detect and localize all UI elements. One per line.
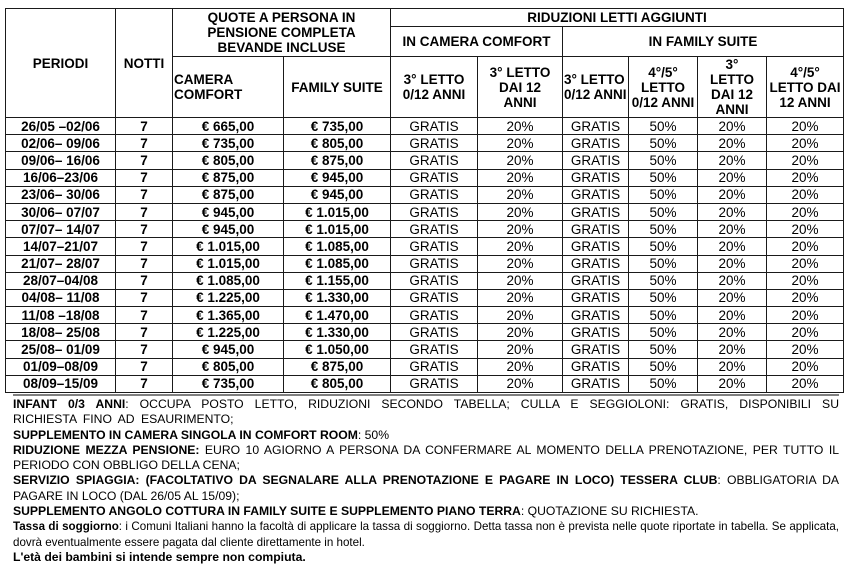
- cell-fs-3-letto-0-12: GRATIS: [563, 272, 629, 289]
- cell-notti: 7: [116, 203, 173, 220]
- cell-notti: 7: [116, 358, 173, 375]
- cell-fs-45-letto-dai-12: 20%: [767, 203, 844, 220]
- cell-fs-3-letto-0-12: GRATIS: [563, 221, 629, 238]
- cell-cc-3-letto-dai-12: 20%: [478, 238, 563, 255]
- cell-cc-3-letto-0-12: GRATIS: [391, 358, 478, 375]
- cell-family-suite-price: € 735,00: [284, 118, 391, 135]
- cell-fs-45-letto-0-12: 50%: [629, 375, 698, 392]
- cell-periodo: 11/08 –18/08: [6, 307, 116, 324]
- cell-cc-3-letto-dai-12: 20%: [478, 358, 563, 375]
- cell-fs-45-letto-dai-12: 20%: [767, 169, 844, 186]
- cell-family-suite-price: € 805,00: [284, 135, 391, 152]
- cell-fs-3-letto-0-12: GRATIS: [563, 186, 629, 203]
- note-infant-text: : OCCUPA POSTO LETTO, RIDUZIONI SECONDO TABELLA; CULLA E SEGGIOLONI: GRATIS, DISPONIBILI SU RICHIESTA FINO AD ESAURIMENTO;: [13, 397, 839, 427]
- cell-cc-3-letto-0-12: GRATIS: [391, 118, 478, 135]
- cell-periodo: 16/06–23/06: [6, 169, 116, 186]
- cell-fs-45-letto-0-12: 50%: [629, 135, 698, 152]
- cell-cc-3-letto-dai-12: 20%: [478, 203, 563, 220]
- cell-fs-45-letto-0-12: 50%: [629, 238, 698, 255]
- note-singola: [13, 428, 839, 443]
- note-tassa-label: Tassa di soggiorno: [13, 520, 119, 534]
- header-fs-45-letto-0-12: 4°/5° LETTO 0/12 ANNI: [629, 57, 698, 118]
- cell-cc-3-letto-0-12: GRATIS: [391, 255, 478, 272]
- cell-periodo: 25/08– 01/09: [6, 341, 116, 358]
- cell-camera-comfort-price: € 1.225,00: [173, 324, 284, 341]
- cell-fs-45-letto-dai-12: 20%: [767, 324, 844, 341]
- price-table: [5, 8, 844, 393]
- table-row: [6, 152, 844, 169]
- table-row: [6, 358, 844, 375]
- cell-family-suite-price: € 1.050,00: [284, 341, 391, 358]
- cell-fs-45-letto-0-12: 50%: [629, 307, 698, 324]
- cell-camera-comfort-price: € 875,00: [173, 186, 284, 203]
- cell-periodo: 01/09–08/09: [6, 358, 116, 375]
- cell-cc-3-letto-0-12: GRATIS: [391, 135, 478, 152]
- cell-fs-45-letto-dai-12: 20%: [767, 289, 844, 306]
- cell-cc-3-letto-0-12: GRATIS: [391, 238, 478, 255]
- cell-fs-3-letto-dai-12: 20%: [698, 289, 767, 306]
- cell-family-suite-price: € 1.085,00: [284, 238, 391, 255]
- cell-fs-45-letto-dai-12: 20%: [767, 221, 844, 238]
- note-spiaggia-text: : OBBLIGATORIA DA PAGARE IN LOCO (DAL 26/05 AL 15/09);: [13, 473, 839, 503]
- cell-notti: 7: [116, 186, 173, 203]
- cell-family-suite-price: € 945,00: [284, 186, 391, 203]
- cell-periodo: 04/08– 11/08: [6, 289, 116, 306]
- cell-fs-45-letto-0-12: 50%: [629, 152, 698, 169]
- cell-periodo: 26/05 –02/06: [6, 118, 116, 135]
- cell-notti: 7: [116, 152, 173, 169]
- cell-camera-comfort-price: € 945,00: [173, 203, 284, 220]
- table-row: [6, 375, 844, 392]
- cell-notti: 7: [116, 272, 173, 289]
- cell-fs-45-letto-0-12: 50%: [629, 324, 698, 341]
- cell-cc-3-letto-dai-12: 20%: [478, 221, 563, 238]
- table-row: [6, 307, 844, 324]
- cell-fs-45-letto-dai-12: 20%: [767, 272, 844, 289]
- cell-cc-3-letto-0-12: GRATIS: [391, 221, 478, 238]
- cell-cc-3-letto-dai-12: 20%: [478, 375, 563, 392]
- cell-fs-3-letto-0-12: GRATIS: [563, 341, 629, 358]
- cell-family-suite-price: € 1.470,00: [284, 307, 391, 324]
- cell-fs-3-letto-dai-12: 20%: [698, 186, 767, 203]
- cell-fs-3-letto-dai-12: 20%: [698, 324, 767, 341]
- cell-family-suite-price: € 1.155,00: [284, 272, 391, 289]
- cell-fs-3-letto-dai-12: 20%: [698, 152, 767, 169]
- cell-fs-3-letto-0-12: GRATIS: [563, 169, 629, 186]
- cell-camera-comfort-price: € 805,00: [173, 358, 284, 375]
- cell-fs-45-letto-0-12: 50%: [629, 272, 698, 289]
- note-angolo-cottura: [13, 504, 839, 519]
- cell-cc-3-letto-dai-12: 20%: [478, 272, 563, 289]
- header-in-camera-comfort: IN CAMERA COMFORT: [391, 27, 563, 57]
- cell-periodo: 08/09–15/09: [6, 375, 116, 392]
- cell-fs-3-letto-dai-12: 20%: [698, 135, 767, 152]
- cell-notti: 7: [116, 118, 173, 135]
- cell-cc-3-letto-0-12: GRATIS: [391, 272, 478, 289]
- cell-fs-3-letto-dai-12: 20%: [698, 307, 767, 324]
- note-infant: [13, 397, 839, 428]
- table-row: [6, 341, 844, 358]
- table-row: [6, 203, 844, 220]
- table-row: [6, 289, 844, 306]
- cell-notti: 7: [116, 341, 173, 358]
- cell-fs-3-letto-0-12: GRATIS: [563, 118, 629, 135]
- cell-notti: 7: [116, 375, 173, 392]
- table-row: [6, 221, 844, 238]
- cell-fs-3-letto-dai-12: 20%: [698, 169, 767, 186]
- table-body: [6, 118, 844, 393]
- notes-section: [13, 394, 839, 565]
- cell-cc-3-letto-0-12: GRATIS: [391, 186, 478, 203]
- cell-periodo: 21/07– 28/07: [6, 255, 116, 272]
- cell-family-suite-price: € 945,00: [284, 169, 391, 186]
- cell-cc-3-letto-dai-12: 20%: [478, 341, 563, 358]
- cell-notti: 7: [116, 307, 173, 324]
- cell-cc-3-letto-dai-12: 20%: [478, 135, 563, 152]
- cell-fs-45-letto-dai-12: 20%: [767, 307, 844, 324]
- cell-camera-comfort-price: € 1.015,00: [173, 255, 284, 272]
- cell-fs-45-letto-0-12: 50%: [629, 221, 698, 238]
- header-in-family-suite: IN FAMILY SUITE: [563, 27, 844, 57]
- cell-fs-3-letto-dai-12: 20%: [698, 358, 767, 375]
- cell-cc-3-letto-0-12: GRATIS: [391, 324, 478, 341]
- cell-family-suite-price: € 1.330,00: [284, 324, 391, 341]
- cell-fs-3-letto-dai-12: 20%: [698, 272, 767, 289]
- cell-fs-3-letto-dai-12: 20%: [698, 118, 767, 135]
- cell-camera-comfort-price: € 805,00: [173, 152, 284, 169]
- header-notti: NOTTI: [116, 9, 173, 118]
- header-riduzioni-group: RIDUZIONI LETTI AGGIUNTI: [391, 9, 844, 27]
- cell-fs-45-letto-0-12: 50%: [629, 186, 698, 203]
- header-quote-group: QUOTE A PERSONA IN PENSIONE COMPLETA BEVANDE INCLUSE: [173, 9, 391, 57]
- cell-fs-45-letto-0-12: 50%: [629, 118, 698, 135]
- cell-fs-45-letto-0-12: 50%: [629, 255, 698, 272]
- header-cc-3-letto-0-12: 3° LETTO 0/12 ANNI: [391, 57, 478, 118]
- cell-cc-3-letto-0-12: GRATIS: [391, 203, 478, 220]
- cell-periodo: 07/07– 14/07: [6, 221, 116, 238]
- cell-family-suite-price: € 875,00: [284, 152, 391, 169]
- header-fs-3-letto-0-12: 3° LETTO 0/12 ANNI: [563, 57, 629, 118]
- cell-camera-comfort-price: € 875,00: [173, 169, 284, 186]
- header-cc-3-letto-dai-12: 3° LETTO DAI 12 ANNI: [478, 57, 563, 118]
- cell-fs-45-letto-0-12: 50%: [629, 358, 698, 375]
- note-cottura-text: : QUOTAZIONE SU RICHIESTA.: [520, 504, 699, 519]
- table-row: [6, 135, 844, 152]
- note-infant-label: INFANT 0/3 ANNI: [13, 397, 126, 411]
- cell-fs-3-letto-0-12: GRATIS: [563, 135, 629, 152]
- cell-fs-3-letto-dai-12: 20%: [698, 221, 767, 238]
- cell-cc-3-letto-0-12: GRATIS: [391, 307, 478, 324]
- note-eta-text: L'età dei bambini si intende sempre non compiuta.: [13, 549, 306, 564]
- cell-fs-3-letto-0-12: GRATIS: [563, 324, 629, 341]
- note-spiaggia: [13, 473, 839, 504]
- cell-notti: 7: [116, 135, 173, 152]
- cell-fs-3-letto-0-12: GRATIS: [563, 203, 629, 220]
- cell-periodo: 09/06– 16/06: [6, 152, 116, 169]
- cell-fs-45-letto-0-12: 50%: [629, 341, 698, 358]
- cell-notti: 7: [116, 238, 173, 255]
- cell-cc-3-letto-0-12: GRATIS: [391, 289, 478, 306]
- cell-periodo: 23/06– 30/06: [6, 186, 116, 203]
- cell-cc-3-letto-dai-12: 20%: [478, 118, 563, 135]
- cell-cc-3-letto-0-12: GRATIS: [391, 169, 478, 186]
- cell-cc-3-letto-dai-12: 20%: [478, 169, 563, 186]
- cell-fs-45-letto-dai-12: 20%: [767, 152, 844, 169]
- cell-cc-3-letto-dai-12: 20%: [478, 152, 563, 169]
- header-camera-comfort: CAMERA COMFORT: [173, 57, 284, 118]
- cell-family-suite-price: € 1.330,00: [284, 289, 391, 306]
- table-row: [6, 255, 844, 272]
- note-tassa-soggiorno: [13, 519, 839, 550]
- cell-fs-45-letto-dai-12: 20%: [767, 135, 844, 152]
- cell-fs-3-letto-dai-12: 20%: [698, 203, 767, 220]
- cell-family-suite-price: € 875,00: [284, 358, 391, 375]
- note-mezza-pensione: [13, 443, 839, 474]
- cell-fs-45-letto-0-12: 50%: [629, 203, 698, 220]
- cell-camera-comfort-price: € 945,00: [173, 221, 284, 238]
- note-spiaggia-label: SERVIZIO SPIAGGIA: (FACOLTATIVO DA SEGNALARE ALLA PRENOTAZIONE E PAGARE IN LOCO) TESSERA CLUB: [13, 473, 718, 488]
- cell-notti: 7: [116, 289, 173, 306]
- table-header: [6, 9, 844, 118]
- cell-notti: 7: [116, 221, 173, 238]
- cell-cc-3-letto-dai-12: 20%: [478, 255, 563, 272]
- note-eta-bambini: [13, 550, 839, 565]
- cell-notti: 7: [116, 255, 173, 272]
- cell-camera-comfort-price: € 945,00: [173, 341, 284, 358]
- cell-fs-45-letto-0-12: 50%: [629, 289, 698, 306]
- cell-fs-3-letto-0-12: GRATIS: [563, 358, 629, 375]
- cell-fs-3-letto-0-12: GRATIS: [563, 289, 629, 306]
- cell-camera-comfort-price: € 1.225,00: [173, 289, 284, 306]
- cell-fs-3-letto-dai-12: 20%: [698, 341, 767, 358]
- table-row: [6, 324, 844, 341]
- cell-cc-3-letto-0-12: GRATIS: [391, 341, 478, 358]
- cell-fs-45-letto-dai-12: 20%: [767, 238, 844, 255]
- cell-periodo: 28/07–04/08: [6, 272, 116, 289]
- cell-fs-45-letto-dai-12: 20%: [767, 255, 844, 272]
- cell-fs-3-letto-0-12: GRATIS: [563, 375, 629, 392]
- cell-camera-comfort-price: € 1.365,00: [173, 307, 284, 324]
- table-row: [6, 272, 844, 289]
- cell-family-suite-price: € 1.015,00: [284, 203, 391, 220]
- cell-fs-45-letto-dai-12: 20%: [767, 358, 844, 375]
- cell-camera-comfort-price: € 1.015,00: [173, 238, 284, 255]
- header-family-suite: FAMILY SUITE: [284, 57, 391, 118]
- table-row: [6, 186, 844, 203]
- cell-cc-3-letto-dai-12: 20%: [478, 307, 563, 324]
- cell-fs-3-letto-dai-12: 20%: [698, 255, 767, 272]
- note-cottura-label: SUPPLEMENTO ANGOLO COTTURA IN FAMILY SUITE E SUPPLEMENTO PIANO TERRA: [13, 504, 521, 519]
- table-row: [6, 169, 844, 186]
- cell-fs-45-letto-dai-12: 20%: [767, 341, 844, 358]
- note-singola-label: SUPPLEMENTO IN CAMERA SINGOLA IN COMFORT ROOM: [13, 427, 358, 442]
- cell-periodo: 02/06– 09/06: [6, 135, 116, 152]
- cell-fs-3-letto-0-12: GRATIS: [563, 307, 629, 324]
- cell-camera-comfort-price: € 735,00: [173, 375, 284, 392]
- cell-cc-3-letto-0-12: GRATIS: [391, 375, 478, 392]
- header-fs-45-letto-dai-12: 4°/5° LETTO DAI 12 ANNI: [767, 57, 844, 118]
- cell-camera-comfort-price: € 665,00: [173, 118, 284, 135]
- cell-family-suite-price: € 1.085,00: [284, 255, 391, 272]
- cell-periodo: 14/07–21/07: [6, 238, 116, 255]
- cell-camera-comfort-price: € 1.085,00: [173, 272, 284, 289]
- cell-notti: 7: [116, 169, 173, 186]
- table-row: [6, 118, 844, 135]
- cell-fs-45-letto-dai-12: 20%: [767, 118, 844, 135]
- cell-cc-3-letto-0-12: GRATIS: [391, 152, 478, 169]
- table-row: [6, 238, 844, 255]
- cell-family-suite-price: € 805,00: [284, 375, 391, 392]
- note-mezza-label: RIDUZIONE MEZZA PENSIONE:: [13, 442, 200, 457]
- note-singola-text: : 50%: [357, 427, 390, 442]
- cell-periodo: 18/08– 25/08: [6, 324, 116, 341]
- cell-cc-3-letto-dai-12: 20%: [478, 324, 563, 341]
- cell-cc-3-letto-dai-12: 20%: [478, 186, 563, 203]
- cell-fs-3-letto-dai-12: 20%: [698, 238, 767, 255]
- cell-fs-45-letto-0-12: 50%: [629, 169, 698, 186]
- cell-fs-45-letto-dai-12: 20%: [767, 186, 844, 203]
- cell-fs-3-letto-0-12: GRATIS: [563, 238, 629, 255]
- cell-fs-3-letto-0-12: GRATIS: [563, 152, 629, 169]
- cell-camera-comfort-price: € 735,00: [173, 135, 284, 152]
- cell-fs-3-letto-0-12: GRATIS: [563, 255, 629, 272]
- note-tassa-text: : i Comuni Italiani hanno la facoltà di applicare la tassa di soggiorno. Detta tassa non è prevista nelle quote riportate in tabella. Se applicata, dovrà eventualmente essere pagata dal cliente direttamente in hotel.: [13, 520, 839, 549]
- cell-notti: 7: [116, 324, 173, 341]
- header-periodi: PERIODI: [6, 9, 116, 118]
- cell-family-suite-price: € 1.015,00: [284, 221, 391, 238]
- cell-cc-3-letto-dai-12: 20%: [478, 289, 563, 306]
- cell-fs-45-letto-dai-12: 20%: [767, 375, 844, 392]
- cell-fs-3-letto-dai-12: 20%: [698, 375, 767, 392]
- note-mezza-text: EURO 10 AGIORNO A PERSONA DA CONFERMARE AL MOMENTO DELLA PRENOTAZIONE, PER TUTTO IL PERIODO CON OBBLIGO DELLA CENA;: [13, 442, 839, 473]
- cell-periodo: 30/06– 07/07: [6, 203, 116, 220]
- header-fs-3-letto-dai-12: 3° LETTO DAI 12 ANNI: [698, 57, 767, 118]
